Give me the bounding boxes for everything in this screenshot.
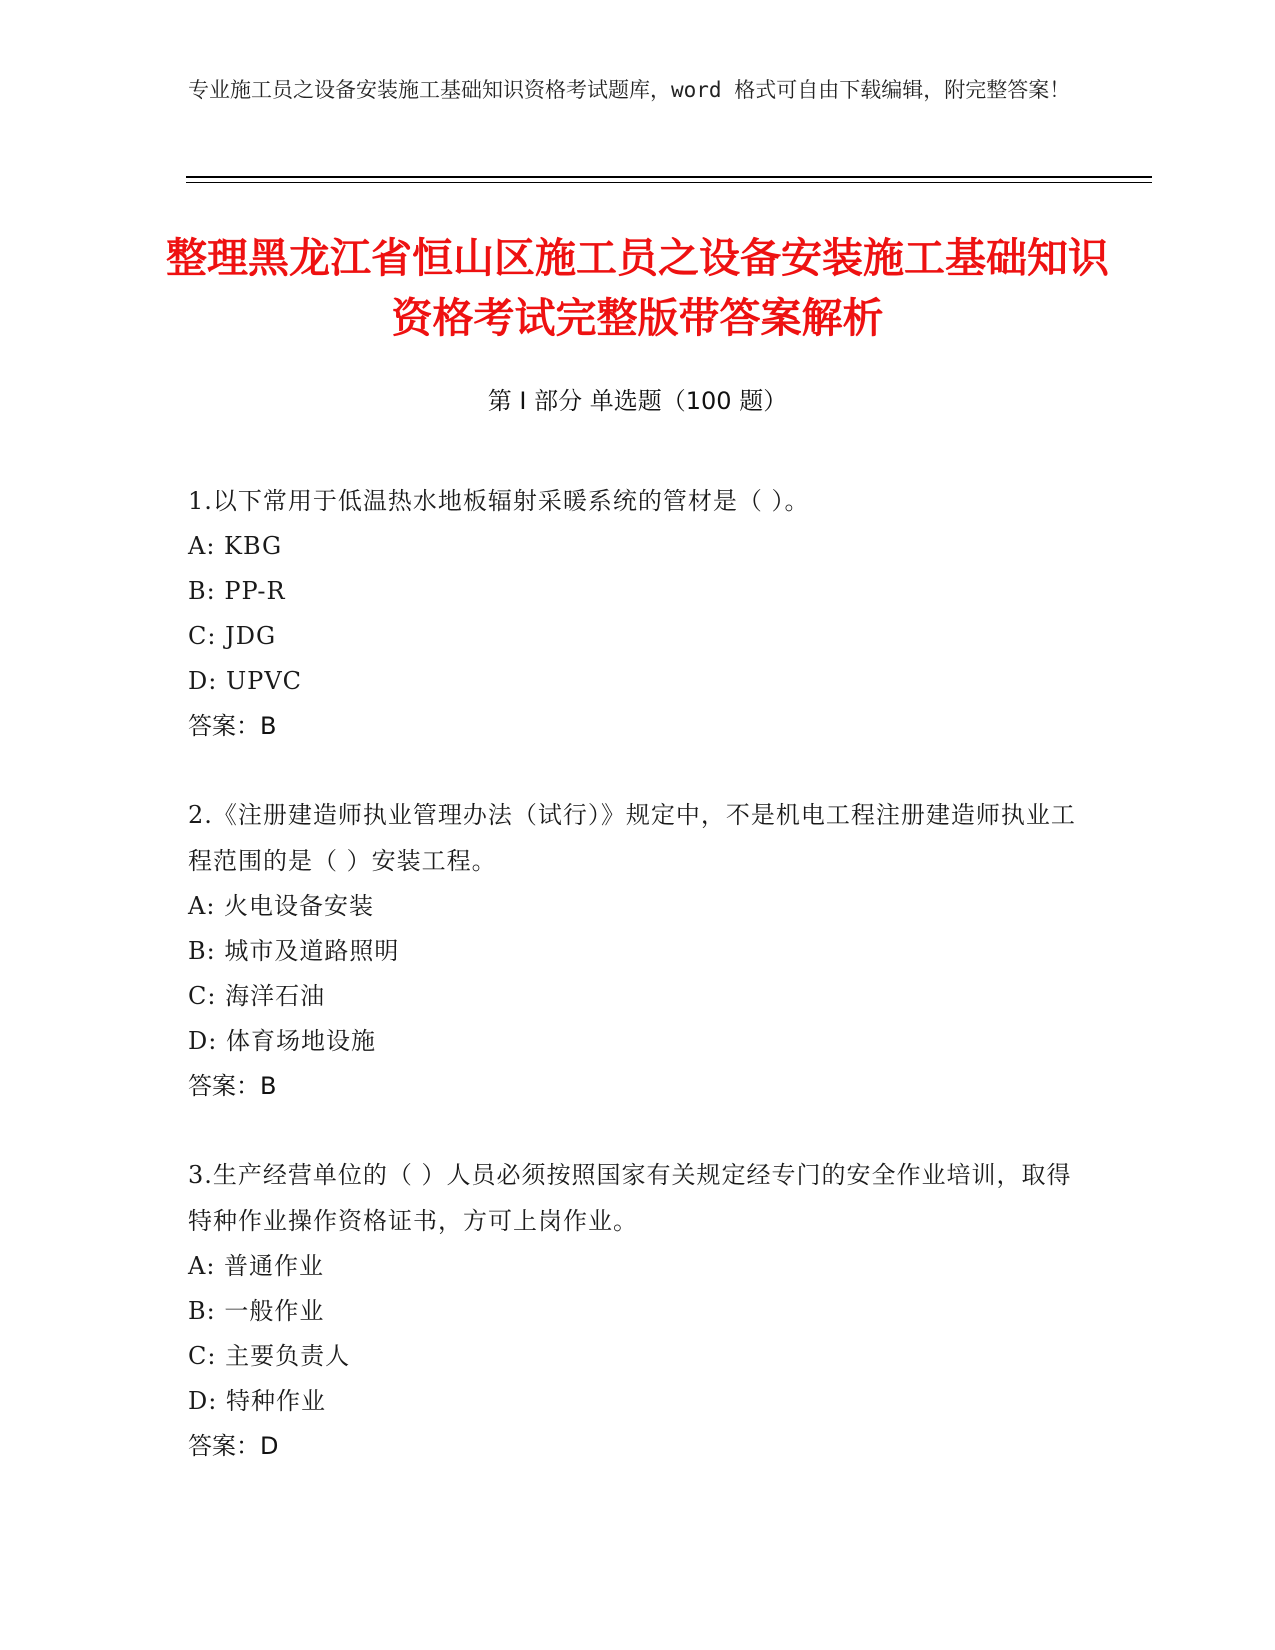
answer-line: 答案：B bbox=[188, 712, 277, 740]
question-stem: 2.《注册建造师执业管理办法（试行）》规定中，不是机电工程注册建造师执业工程范围的是（ ）安装工程。 bbox=[188, 801, 1076, 875]
option-a: A: 火电设备安装 bbox=[188, 892, 375, 920]
question-2 bbox=[188, 792, 1088, 1109]
question-stem: 1.以下常用于低温热水地板辐射采暖系统的管材是（ ）。 bbox=[188, 487, 810, 515]
option-c: C: JDG bbox=[188, 622, 277, 650]
option-c: C: 海洋石油 bbox=[188, 982, 326, 1010]
option-d: D: 特种作业 bbox=[188, 1387, 326, 1415]
option-c: C: 主要负责人 bbox=[188, 1342, 351, 1370]
option-b: B: 一般作业 bbox=[188, 1297, 325, 1325]
document-title: 整理黑龙江省恒山区施工员之设备安装施工基础知识资格考试完整版带答案解析 bbox=[166, 234, 1109, 342]
header-rule-thick bbox=[186, 176, 1152, 178]
option-b: B: PP-R bbox=[188, 577, 286, 605]
option-d: D: 体育场地设施 bbox=[188, 1027, 376, 1055]
answer-line: 答案：D bbox=[188, 1432, 279, 1460]
question-1 bbox=[188, 478, 1088, 749]
question-3 bbox=[188, 1152, 1088, 1469]
option-a: A: KBG bbox=[188, 532, 283, 560]
question-list bbox=[188, 478, 1088, 1512]
section-title: 第 I 部分 单选题（100 题） bbox=[487, 387, 788, 415]
header-note: 专业施工员之设备安装施工基础知识资格考试题库，word 格式可自由下载编辑，附完整答案！ bbox=[188, 78, 1071, 102]
option-d: D: UPVC bbox=[188, 667, 303, 695]
option-b: B: 城市及道路照明 bbox=[188, 937, 400, 965]
question-stem: 3.生产经营单位的（ ）人员必须按照国家有关规定经专门的安全作业培训，取得特种作业操作资格证书，方可上岗作业。 bbox=[188, 1161, 1072, 1235]
option-a: A: 普通作业 bbox=[188, 1252, 325, 1280]
answer-line: 答案：B bbox=[188, 1072, 277, 1100]
header-rule-thin bbox=[186, 182, 1152, 183]
